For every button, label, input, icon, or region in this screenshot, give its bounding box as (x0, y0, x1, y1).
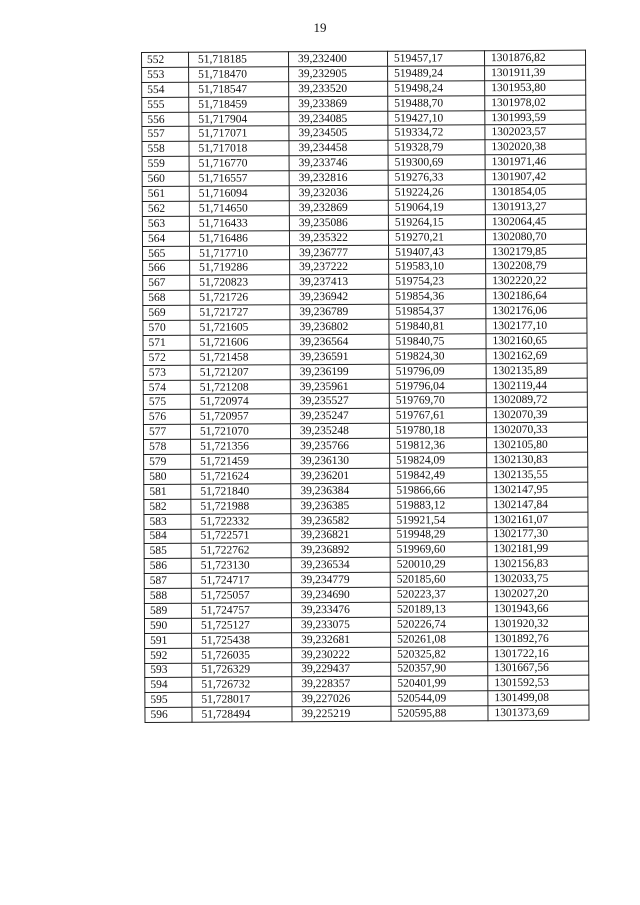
point-number-cell: 586 (144, 559, 191, 574)
point-number-cell: 556 (142, 112, 189, 127)
point-number-cell: 596 (145, 707, 192, 722)
x-coordinate-cell: 519796,09 (389, 363, 486, 378)
point-number-cell: 575 (143, 395, 190, 410)
x-coordinate-cell: 519824,30 (389, 349, 486, 364)
x-coordinate-cell: 520223,37 (390, 587, 487, 602)
latitude-cell: 51,717710 (190, 245, 290, 260)
y-coordinate-cell: 1301667,56 (488, 661, 589, 676)
latitude-cell: 51,721458 (190, 350, 290, 365)
y-coordinate-cell: 1301876,82 (484, 50, 585, 65)
x-coordinate-cell: 520325,82 (391, 646, 488, 661)
point-number-cell: 557 (142, 127, 189, 142)
longitude-cell: 39,232681 (292, 632, 391, 647)
x-coordinate-cell: 520185,60 (390, 572, 487, 587)
latitude-cell: 51,717071 (189, 126, 289, 141)
point-number-cell: 582 (144, 499, 191, 514)
longitude-cell: 39,236821 (291, 528, 390, 543)
point-number-cell: 580 (144, 469, 191, 484)
x-coordinate-cell: 519769,70 (389, 393, 486, 408)
longitude-cell: 39,234505 (289, 126, 388, 141)
x-coordinate-cell: 519300,69 (388, 155, 485, 170)
longitude-cell: 39,227026 (292, 691, 391, 706)
y-coordinate-cell: 1302064,45 (485, 214, 586, 229)
x-coordinate-cell: 519824,09 (390, 453, 487, 468)
longitude-cell: 39,236201 (291, 468, 390, 483)
y-coordinate-cell: 1302130,83 (487, 452, 588, 467)
y-coordinate-cell: 1302177,10 (486, 318, 587, 333)
longitude-cell: 39,236789 (290, 304, 389, 319)
x-coordinate-cell: 519498,24 (388, 80, 485, 95)
longitude-cell: 39,236534 (291, 557, 390, 572)
y-coordinate-cell: 1301953,80 (485, 80, 586, 95)
y-coordinate-cell: 1302105,80 (487, 437, 588, 452)
point-number-cell: 570 (143, 320, 190, 335)
x-coordinate-cell: 519969,60 (390, 542, 487, 557)
y-coordinate-cell: 1302208,79 (486, 259, 587, 274)
point-number-cell: 585 (144, 544, 191, 559)
latitude-cell: 51,725057 (191, 588, 291, 603)
longitude-cell: 39,236802 (290, 319, 389, 334)
x-coordinate-cell: 520595,88 (391, 706, 488, 721)
y-coordinate-cell: 1301943,66 (487, 601, 588, 616)
point-number-cell: 560 (142, 171, 189, 186)
point-number-cell: 578 (144, 439, 191, 454)
latitude-cell: 51,717904 (189, 111, 289, 126)
longitude-cell: 39,233476 (291, 602, 390, 617)
y-coordinate-cell: 1302156,83 (487, 556, 588, 571)
latitude-cell: 51,723130 (191, 558, 291, 573)
longitude-cell: 39,233746 (289, 155, 388, 170)
x-coordinate-cell: 519489,24 (388, 66, 485, 81)
latitude-cell: 51,721207 (190, 364, 290, 379)
x-coordinate-cell: 519276,33 (388, 170, 485, 185)
latitude-cell: 51,721605 (190, 320, 290, 335)
point-number-cell: 566 (143, 261, 190, 276)
latitude-cell: 51,721988 (191, 498, 291, 513)
y-coordinate-cell: 1301373,69 (488, 705, 589, 720)
longitude-cell: 39,230222 (292, 647, 391, 662)
x-coordinate-cell: 519767,61 (389, 408, 486, 423)
latitude-cell: 51,721726 (190, 290, 290, 305)
longitude-cell: 39,235248 (290, 423, 389, 438)
longitude-cell: 39,225219 (292, 706, 391, 721)
y-coordinate-cell: 1302177,30 (487, 527, 588, 542)
y-coordinate-cell: 1301978,02 (485, 95, 586, 110)
y-coordinate-cell: 1301892,76 (488, 631, 589, 646)
x-coordinate-cell: 519457,17 (387, 51, 484, 66)
y-coordinate-cell: 1302220,22 (486, 274, 587, 289)
longitude-cell: 39,235322 (289, 230, 388, 245)
x-coordinate-cell: 519064,19 (388, 200, 485, 215)
y-coordinate-cell: 1302070,33 (486, 422, 587, 437)
longitude-cell: 39,233520 (289, 81, 388, 96)
longitude-cell: 39,235766 (291, 438, 390, 453)
point-number-cell: 583 (144, 514, 191, 529)
point-number-cell: 589 (144, 603, 191, 618)
latitude-cell: 51,721727 (190, 305, 290, 320)
latitude-cell: 51,716094 (189, 186, 289, 201)
longitude-cell: 39,233075 (291, 617, 390, 632)
x-coordinate-cell: 519488,70 (388, 95, 485, 110)
point-number-cell: 584 (144, 529, 191, 544)
y-coordinate-cell: 1302161,07 (487, 512, 588, 527)
x-coordinate-cell: 520357,90 (391, 661, 488, 676)
longitude-cell: 39,228357 (292, 677, 391, 692)
x-coordinate-cell: 520401,99 (391, 676, 488, 691)
y-coordinate-cell: 1302033,75 (487, 571, 588, 586)
longitude-cell: 39,237413 (290, 275, 389, 290)
table-row (145, 705, 589, 722)
x-coordinate-cell: 519840,81 (389, 319, 486, 334)
x-coordinate-cell: 519796,04 (389, 378, 486, 393)
latitude-cell: 51,717018 (189, 141, 289, 156)
point-number-cell: 592 (145, 648, 192, 663)
latitude-cell: 51,725127 (191, 618, 291, 633)
y-coordinate-cell: 1301920,32 (487, 616, 588, 631)
latitude-cell: 51,714650 (189, 201, 289, 216)
longitude-cell: 39,236777 (290, 245, 389, 260)
longitude-cell: 39,234690 (291, 587, 390, 602)
coordinates-table-body (142, 50, 590, 722)
longitude-cell: 39,234085 (289, 111, 388, 126)
x-coordinate-cell: 519427,10 (388, 110, 485, 125)
x-coordinate-cell: 520226,74 (390, 617, 487, 632)
x-coordinate-cell: 519583,10 (389, 259, 486, 274)
longitude-cell: 39,233869 (289, 96, 388, 111)
y-coordinate-cell: 1302119,44 (486, 378, 587, 393)
latitude-cell: 51,721606 (190, 335, 290, 350)
longitude-cell: 39,234779 (291, 572, 390, 587)
longitude-cell: 39,232905 (289, 66, 388, 81)
latitude-cell: 51,716486 (189, 230, 289, 245)
y-coordinate-cell: 1302020,38 (485, 140, 586, 155)
x-coordinate-cell: 519407,43 (389, 244, 486, 259)
latitude-cell: 51,724717 (191, 573, 291, 588)
x-coordinate-cell: 520544,09 (391, 691, 488, 706)
longitude-cell: 39,235527 (290, 394, 389, 409)
latitude-cell: 51,721840 (191, 484, 291, 499)
x-coordinate-cell: 519328,79 (388, 140, 485, 155)
x-coordinate-cell: 519854,36 (389, 289, 486, 304)
x-coordinate-cell: 519840,75 (389, 334, 486, 349)
latitude-cell: 51,720957 (190, 409, 290, 424)
point-number-cell: 573 (143, 365, 190, 380)
latitude-cell: 51,726732 (192, 677, 292, 692)
point-number-cell: 568 (143, 290, 190, 305)
x-coordinate-cell: 519780,18 (389, 423, 486, 438)
longitude-cell: 39,236564 (290, 334, 389, 349)
y-coordinate-cell: 1301854,05 (485, 184, 586, 199)
y-coordinate-cell: 1301592,53 (488, 676, 589, 691)
latitude-cell: 51,728494 (192, 707, 292, 722)
latitude-cell: 51,726035 (192, 647, 292, 662)
latitude-cell: 51,722762 (191, 543, 291, 558)
point-number-cell: 553 (142, 67, 189, 82)
y-coordinate-cell: 1302147,84 (487, 497, 588, 512)
x-coordinate-cell: 519883,12 (390, 497, 487, 512)
x-coordinate-cell: 519224,26 (388, 185, 485, 200)
latitude-cell: 51,718470 (189, 67, 289, 82)
latitude-cell: 51,721459 (191, 454, 291, 469)
point-number-cell: 562 (142, 201, 189, 216)
y-coordinate-cell: 1301913,27 (485, 199, 586, 214)
latitude-cell: 51,726329 (192, 662, 292, 677)
latitude-cell: 51,720823 (190, 275, 290, 290)
longitude-cell: 39,232036 (289, 185, 388, 200)
y-coordinate-cell: 1302027,20 (487, 586, 588, 601)
x-coordinate-cell: 519754,23 (389, 274, 486, 289)
x-coordinate-cell: 519854,37 (389, 304, 486, 319)
x-coordinate-cell: 519264,15 (388, 214, 485, 229)
x-coordinate-cell: 519948,29 (390, 527, 487, 542)
latitude-cell: 51,728017 (192, 692, 292, 707)
point-number-cell: 564 (142, 231, 189, 246)
y-coordinate-cell: 1302135,89 (486, 363, 587, 378)
latitude-cell: 51,718459 (189, 96, 289, 111)
x-coordinate-cell: 520261,08 (391, 631, 488, 646)
point-number-cell: 588 (144, 588, 191, 603)
latitude-cell: 51,721356 (191, 439, 291, 454)
latitude-cell: 51,716557 (189, 171, 289, 186)
longitude-cell: 39,235961 (290, 379, 389, 394)
point-number-cell: 555 (142, 97, 189, 112)
point-number-cell: 595 (145, 693, 192, 708)
point-number-cell: 576 (143, 410, 190, 425)
point-number-cell: 554 (142, 82, 189, 97)
longitude-cell: 39,235086 (289, 215, 388, 230)
point-number-cell: 571 (143, 335, 190, 350)
x-coordinate-cell: 519842,49 (390, 468, 487, 483)
longitude-cell: 39,236942 (290, 289, 389, 304)
latitude-cell: 51,718185 (189, 52, 289, 67)
y-coordinate-cell: 1301971,46 (485, 154, 586, 169)
longitude-cell: 39,236199 (290, 364, 389, 379)
y-coordinate-cell: 1302186,64 (486, 288, 587, 303)
point-number-cell: 579 (144, 454, 191, 469)
y-coordinate-cell: 1302070,39 (486, 408, 587, 423)
point-number-cell: 594 (145, 678, 192, 693)
longitude-cell: 39,229437 (292, 662, 391, 677)
point-number-cell: 559 (142, 156, 189, 171)
x-coordinate-cell: 519270,21 (388, 229, 485, 244)
y-coordinate-cell: 1301499,08 (488, 690, 589, 705)
point-number-cell: 587 (144, 573, 191, 588)
x-coordinate-cell: 519866,66 (390, 483, 487, 498)
latitude-cell: 51,720974 (190, 394, 290, 409)
point-number-cell: 577 (143, 425, 190, 440)
point-number-cell: 572 (143, 350, 190, 365)
latitude-cell: 51,721070 (190, 424, 290, 439)
point-number-cell: 563 (142, 216, 189, 231)
point-number-cell: 561 (142, 186, 189, 201)
point-number-cell: 591 (145, 633, 192, 648)
point-number-cell: 569 (143, 305, 190, 320)
y-coordinate-cell: 1301993,59 (485, 110, 586, 125)
y-coordinate-cell: 1302160,65 (486, 333, 587, 348)
latitude-cell: 51,718547 (189, 82, 289, 97)
longitude-cell: 39,237222 (290, 260, 389, 275)
y-coordinate-cell: 1302147,95 (487, 482, 588, 497)
y-coordinate-cell: 1302162,69 (486, 348, 587, 363)
longitude-cell: 39,236582 (291, 513, 390, 528)
page-number: 19 (313, 20, 327, 35)
point-number-cell: 567 (143, 276, 190, 291)
y-coordinate-cell: 1302179,85 (486, 244, 587, 259)
y-coordinate-cell: 1302089,72 (486, 393, 587, 408)
latitude-cell: 51,721624 (191, 469, 291, 484)
latitude-cell: 51,724757 (191, 603, 291, 618)
point-number-cell: 593 (145, 663, 192, 678)
latitude-cell: 51,719286 (190, 260, 290, 275)
x-coordinate-cell: 520010,29 (390, 557, 487, 572)
latitude-cell: 51,716770 (189, 156, 289, 171)
longitude-cell: 39,236384 (291, 483, 390, 498)
latitude-cell: 51,721208 (190, 379, 290, 394)
y-coordinate-cell: 1302181,99 (487, 542, 588, 557)
x-coordinate-cell: 519812,36 (390, 438, 487, 453)
y-coordinate-cell: 1301911,39 (485, 65, 586, 80)
y-coordinate-cell: 1301907,42 (485, 169, 586, 184)
longitude-cell: 39,236130 (291, 453, 390, 468)
point-number-cell: 574 (143, 380, 190, 395)
longitude-cell: 39,236385 (291, 498, 390, 513)
longitude-cell: 39,234458 (289, 141, 388, 156)
longitude-cell: 39,235247 (290, 409, 389, 424)
point-number-cell: 552 (142, 52, 189, 67)
y-coordinate-cell: 1302023,57 (485, 125, 586, 140)
latitude-cell: 51,725438 (192, 632, 292, 647)
point-number-cell: 558 (142, 142, 189, 157)
y-coordinate-cell: 1301722,16 (488, 646, 589, 661)
point-number-cell: 565 (143, 246, 190, 261)
y-coordinate-cell: 1302080,70 (485, 229, 586, 244)
latitude-cell: 51,722571 (191, 528, 291, 543)
coordinates-table (141, 50, 590, 723)
y-coordinate-cell: 1302135,55 (487, 467, 588, 482)
longitude-cell: 39,232400 (289, 51, 388, 66)
x-coordinate-cell: 520189,13 (390, 602, 487, 617)
point-number-cell: 590 (144, 618, 191, 633)
longitude-cell: 39,232816 (289, 170, 388, 185)
longitude-cell: 39,232869 (289, 200, 388, 215)
latitude-cell: 51,716433 (189, 216, 289, 231)
x-coordinate-cell: 519921,54 (390, 512, 487, 527)
y-coordinate-cell: 1302176,06 (486, 303, 587, 318)
latitude-cell: 51,722332 (191, 513, 291, 528)
point-number-cell: 581 (144, 484, 191, 499)
longitude-cell: 39,236892 (291, 543, 390, 558)
longitude-cell: 39,236591 (290, 349, 389, 364)
x-coordinate-cell: 519334,72 (388, 125, 485, 140)
